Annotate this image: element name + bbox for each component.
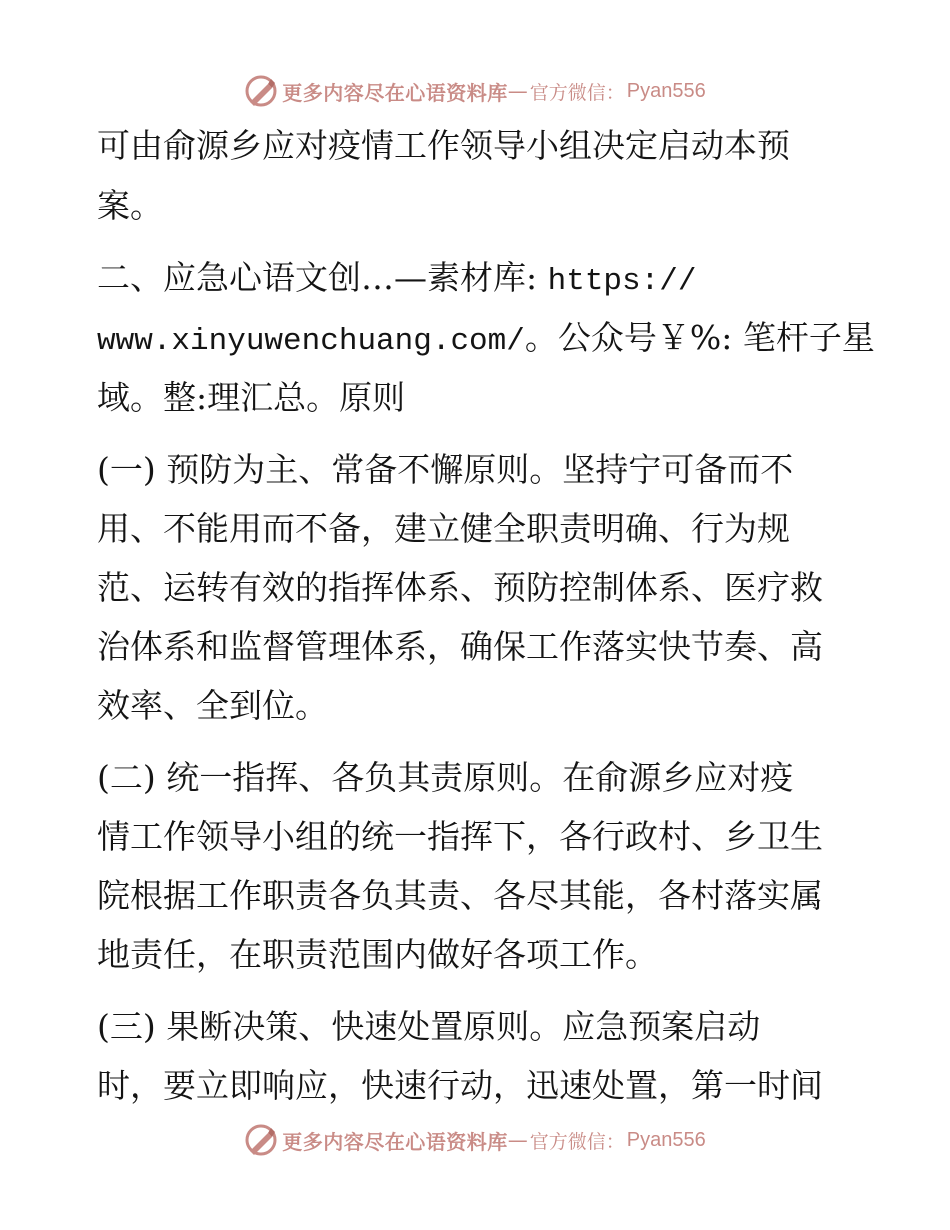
text-line: 时，要立即响应，快速行动，迅速处置，第一时间: [97, 1066, 823, 1105]
text-line: 情工作领导小组的统一指挥下，各行政村、乡卫生: [97, 817, 823, 856]
watermark-wechat-label: 官方微信：: [529, 1130, 625, 1153]
watermark-site-text: 更多内容尽在心语资料库: [282, 80, 508, 105]
watermark-banner-top: [0, 71, 950, 111]
text-line: (三) 果断决策、快速处置原则。应急预案启动: [97, 1007, 761, 1046]
watermark-separator: —: [507, 79, 528, 103]
watermark-site-text: 更多内容尽在心语资料库: [282, 1129, 508, 1154]
text-line: 地责任，在职责范围内做好各项工作。: [97, 935, 658, 974]
watermark-wechat-label: 官方微信：: [529, 81, 625, 104]
text-line: 域。整:理汇总。原则: [97, 378, 406, 417]
text-line: [97, 318, 875, 359]
watermark-wechat-id: Pyan556: [626, 79, 706, 102]
text-span: 。公众号￥%: 笔杆子星: [524, 318, 875, 357]
url-text: https://: [547, 264, 697, 299]
text-line: [97, 258, 857, 299]
text-line: 案。: [97, 186, 163, 225]
pen-logo-icon: [244, 74, 278, 108]
text-line: 可由俞源乡应对疫情工作领导小组决定启动本预: [97, 126, 790, 165]
watermark-separator: —: [507, 1128, 528, 1152]
watermark-banner-bottom: [0, 1120, 950, 1160]
text-line: 治体系和监督管理体系，确保工作落实快节奏、高: [97, 627, 823, 666]
text-line: (一) 预防为主、常备不懈原则。坚持宁可备而不: [97, 450, 794, 489]
text-line: 范、运转有效的指挥体系、预防控制体系、医疗救: [97, 568, 823, 607]
watermark-wechat-id: Pyan556: [626, 1128, 706, 1151]
text-line: 用、不能用而不备，建立健全职责明确、行为规: [97, 509, 790, 548]
text-line: 效率、全到位。: [97, 686, 328, 725]
text-line: 院根据工作职责各负其责、各尽其能，各村落实属: [97, 876, 823, 915]
text-line: (二) 统一指挥、各负其责原则。在俞源乡应对疫: [97, 758, 794, 797]
url-text: www.xinyuwenchuang.com/: [97, 324, 525, 359]
heading-text: 二、应急心语文创…—素材库:: [97, 258, 548, 297]
pen-logo-icon: [244, 1123, 278, 1157]
